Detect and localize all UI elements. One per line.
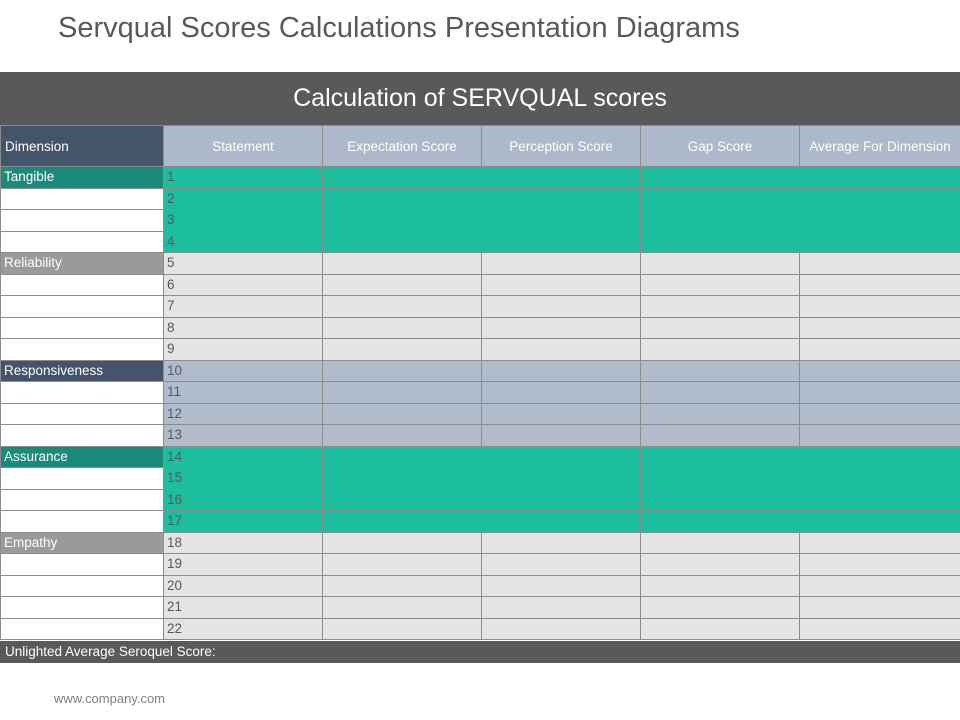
gap-score-cell xyxy=(641,317,800,339)
table-row xyxy=(1,296,960,318)
average-cell xyxy=(800,274,960,296)
perception-score-cell xyxy=(482,210,641,232)
gap-score-cell xyxy=(641,167,800,189)
expectation-score-cell xyxy=(323,231,482,253)
statement-cell: 4 xyxy=(164,231,323,253)
table-row xyxy=(1,317,960,339)
gap-score-cell xyxy=(641,296,800,318)
average-cell xyxy=(800,425,960,447)
statement-cell: 21 xyxy=(164,597,323,619)
expectation-score-cell xyxy=(323,446,482,468)
statement-cell: 19 xyxy=(164,554,323,576)
average-cell xyxy=(800,575,960,597)
statement-cell: 6 xyxy=(164,274,323,296)
header-perception-score: Perception Score xyxy=(482,126,641,167)
dimension-cell xyxy=(1,382,164,404)
average-cell xyxy=(800,511,960,533)
average-cell xyxy=(800,403,960,425)
average-cell xyxy=(800,210,960,232)
statement-cell: 17 xyxy=(164,511,323,533)
table-header-row xyxy=(1,126,960,167)
statement-cell: 15 xyxy=(164,468,323,490)
perception-score-cell xyxy=(482,188,641,210)
table-row xyxy=(1,597,960,619)
gap-score-cell xyxy=(641,188,800,210)
table-row xyxy=(1,425,960,447)
statement-cell: 18 xyxy=(164,532,323,554)
dimension-cell xyxy=(1,575,164,597)
statement-cell: 1 xyxy=(164,167,323,189)
dimension-cell xyxy=(1,554,164,576)
dimension-cell xyxy=(1,425,164,447)
table-row xyxy=(1,253,960,275)
perception-score-cell xyxy=(482,296,641,318)
expectation-score-cell xyxy=(323,618,482,640)
statement-cell: 22 xyxy=(164,618,323,640)
dimension-cell xyxy=(1,210,164,232)
table-row xyxy=(1,360,960,382)
table-row xyxy=(1,532,960,554)
expectation-score-cell xyxy=(323,575,482,597)
table-row xyxy=(1,511,960,533)
website-url: www.company.com xyxy=(54,691,166,706)
table-row xyxy=(1,339,960,361)
perception-score-cell xyxy=(482,554,641,576)
expectation-score-cell xyxy=(323,403,482,425)
dimension-cell xyxy=(1,296,164,318)
dimension-cell xyxy=(1,274,164,296)
perception-score-cell xyxy=(482,575,641,597)
statement-cell: 8 xyxy=(164,317,323,339)
statement-cell: 7 xyxy=(164,296,323,318)
statement-cell: 11 xyxy=(164,382,323,404)
average-cell xyxy=(800,489,960,511)
expectation-score-cell xyxy=(323,489,482,511)
table-row xyxy=(1,231,960,253)
expectation-score-cell xyxy=(323,296,482,318)
table-row xyxy=(1,446,960,468)
gap-score-cell xyxy=(641,618,800,640)
servqual-table xyxy=(0,125,960,640)
average-cell xyxy=(800,167,960,189)
average-cell xyxy=(800,382,960,404)
expectation-score-cell xyxy=(323,360,482,382)
table-row xyxy=(1,403,960,425)
expectation-score-cell xyxy=(323,339,482,361)
dimension-label: Empathy xyxy=(1,532,164,554)
dimension-label: Assurance xyxy=(1,446,164,468)
gap-score-cell xyxy=(641,446,800,468)
perception-score-cell xyxy=(482,231,641,253)
table-row xyxy=(1,575,960,597)
gap-score-cell xyxy=(641,532,800,554)
average-cell xyxy=(800,339,960,361)
table-row xyxy=(1,167,960,189)
average-cell xyxy=(800,296,960,318)
statement-cell: 20 xyxy=(164,575,323,597)
average-cell xyxy=(800,554,960,576)
table-row xyxy=(1,188,960,210)
average-cell xyxy=(800,532,960,554)
expectation-score-cell xyxy=(323,511,482,533)
expectation-score-cell xyxy=(323,210,482,232)
dimension-cell xyxy=(1,231,164,253)
dimension-cell xyxy=(1,511,164,533)
expectation-score-cell xyxy=(323,382,482,404)
header-average-for-dimension: Average For Dimension xyxy=(800,126,960,167)
gap-score-cell xyxy=(641,339,800,361)
expectation-score-cell xyxy=(323,167,482,189)
expectation-score-cell xyxy=(323,468,482,490)
dimension-label: Tangible xyxy=(1,167,164,189)
table-row xyxy=(1,618,960,640)
average-cell xyxy=(800,360,960,382)
table-body xyxy=(1,167,960,640)
perception-score-cell xyxy=(482,597,641,619)
statement-cell: 14 xyxy=(164,446,323,468)
expectation-score-cell xyxy=(323,253,482,275)
gap-score-cell xyxy=(641,554,800,576)
statement-cell: 12 xyxy=(164,403,323,425)
perception-score-cell xyxy=(482,253,641,275)
table-row xyxy=(1,489,960,511)
table-row xyxy=(1,274,960,296)
perception-score-cell xyxy=(482,360,641,382)
expectation-score-cell xyxy=(323,188,482,210)
statement-cell: 2 xyxy=(164,188,323,210)
statement-cell: 16 xyxy=(164,489,323,511)
dimension-cell xyxy=(1,188,164,210)
dimension-cell xyxy=(1,339,164,361)
table-row xyxy=(1,210,960,232)
gap-score-cell xyxy=(641,597,800,619)
statement-cell: 5 xyxy=(164,253,323,275)
table-row xyxy=(1,382,960,404)
perception-score-cell xyxy=(482,167,641,189)
expectation-score-cell xyxy=(323,554,482,576)
gap-score-cell xyxy=(641,253,800,275)
average-cell xyxy=(800,597,960,619)
gap-score-cell xyxy=(641,468,800,490)
gap-score-cell xyxy=(641,511,800,533)
dimension-label: Reliability xyxy=(1,253,164,275)
perception-score-cell xyxy=(482,446,641,468)
gap-score-cell xyxy=(641,575,800,597)
gap-score-cell xyxy=(641,274,800,296)
dimension-cell xyxy=(1,597,164,619)
header-expectation-score: Expectation Score xyxy=(323,126,482,167)
dimension-cell xyxy=(1,618,164,640)
average-cell xyxy=(800,618,960,640)
average-cell xyxy=(800,188,960,210)
perception-score-cell xyxy=(482,425,641,447)
gap-score-cell xyxy=(641,360,800,382)
statement-cell: 3 xyxy=(164,210,323,232)
dimension-cell xyxy=(1,468,164,490)
table-row xyxy=(1,554,960,576)
expectation-score-cell xyxy=(323,597,482,619)
gap-score-cell xyxy=(641,425,800,447)
average-cell xyxy=(800,231,960,253)
perception-score-cell xyxy=(482,511,641,533)
dimension-cell xyxy=(1,403,164,425)
statement-cell: 9 xyxy=(164,339,323,361)
header-statement: Statement xyxy=(164,126,323,167)
average-cell xyxy=(800,446,960,468)
perception-score-cell xyxy=(482,403,641,425)
average-cell xyxy=(800,317,960,339)
expectation-score-cell xyxy=(323,274,482,296)
gap-score-cell xyxy=(641,382,800,404)
gap-score-cell xyxy=(641,231,800,253)
average-cell xyxy=(800,253,960,275)
unweighted-average-row: Unlighted Average Seroquel Score: xyxy=(0,641,960,663)
gap-score-cell xyxy=(641,403,800,425)
table-row xyxy=(1,468,960,490)
dimension-label: Responsiveness xyxy=(1,360,164,382)
average-cell xyxy=(800,468,960,490)
table-banner: Calculation of SERVQUAL scores xyxy=(0,72,960,125)
perception-score-cell xyxy=(482,339,641,361)
expectation-score-cell xyxy=(323,317,482,339)
statement-cell: 10 xyxy=(164,360,323,382)
perception-score-cell xyxy=(482,382,641,404)
perception-score-cell xyxy=(482,618,641,640)
statement-cell: 13 xyxy=(164,425,323,447)
expectation-score-cell xyxy=(323,425,482,447)
page-title: Servqual Scores Calculations Presentation Diagrams xyxy=(58,12,740,44)
perception-score-cell xyxy=(482,532,641,554)
perception-score-cell xyxy=(482,489,641,511)
header-gap-score: Gap Score xyxy=(641,126,800,167)
dimension-cell xyxy=(1,317,164,339)
gap-score-cell xyxy=(641,489,800,511)
perception-score-cell xyxy=(482,468,641,490)
dimension-cell xyxy=(1,489,164,511)
gap-score-cell xyxy=(641,210,800,232)
perception-score-cell xyxy=(482,274,641,296)
expectation-score-cell xyxy=(323,532,482,554)
perception-score-cell xyxy=(482,317,641,339)
header-dimension: Dimension xyxy=(1,126,164,167)
